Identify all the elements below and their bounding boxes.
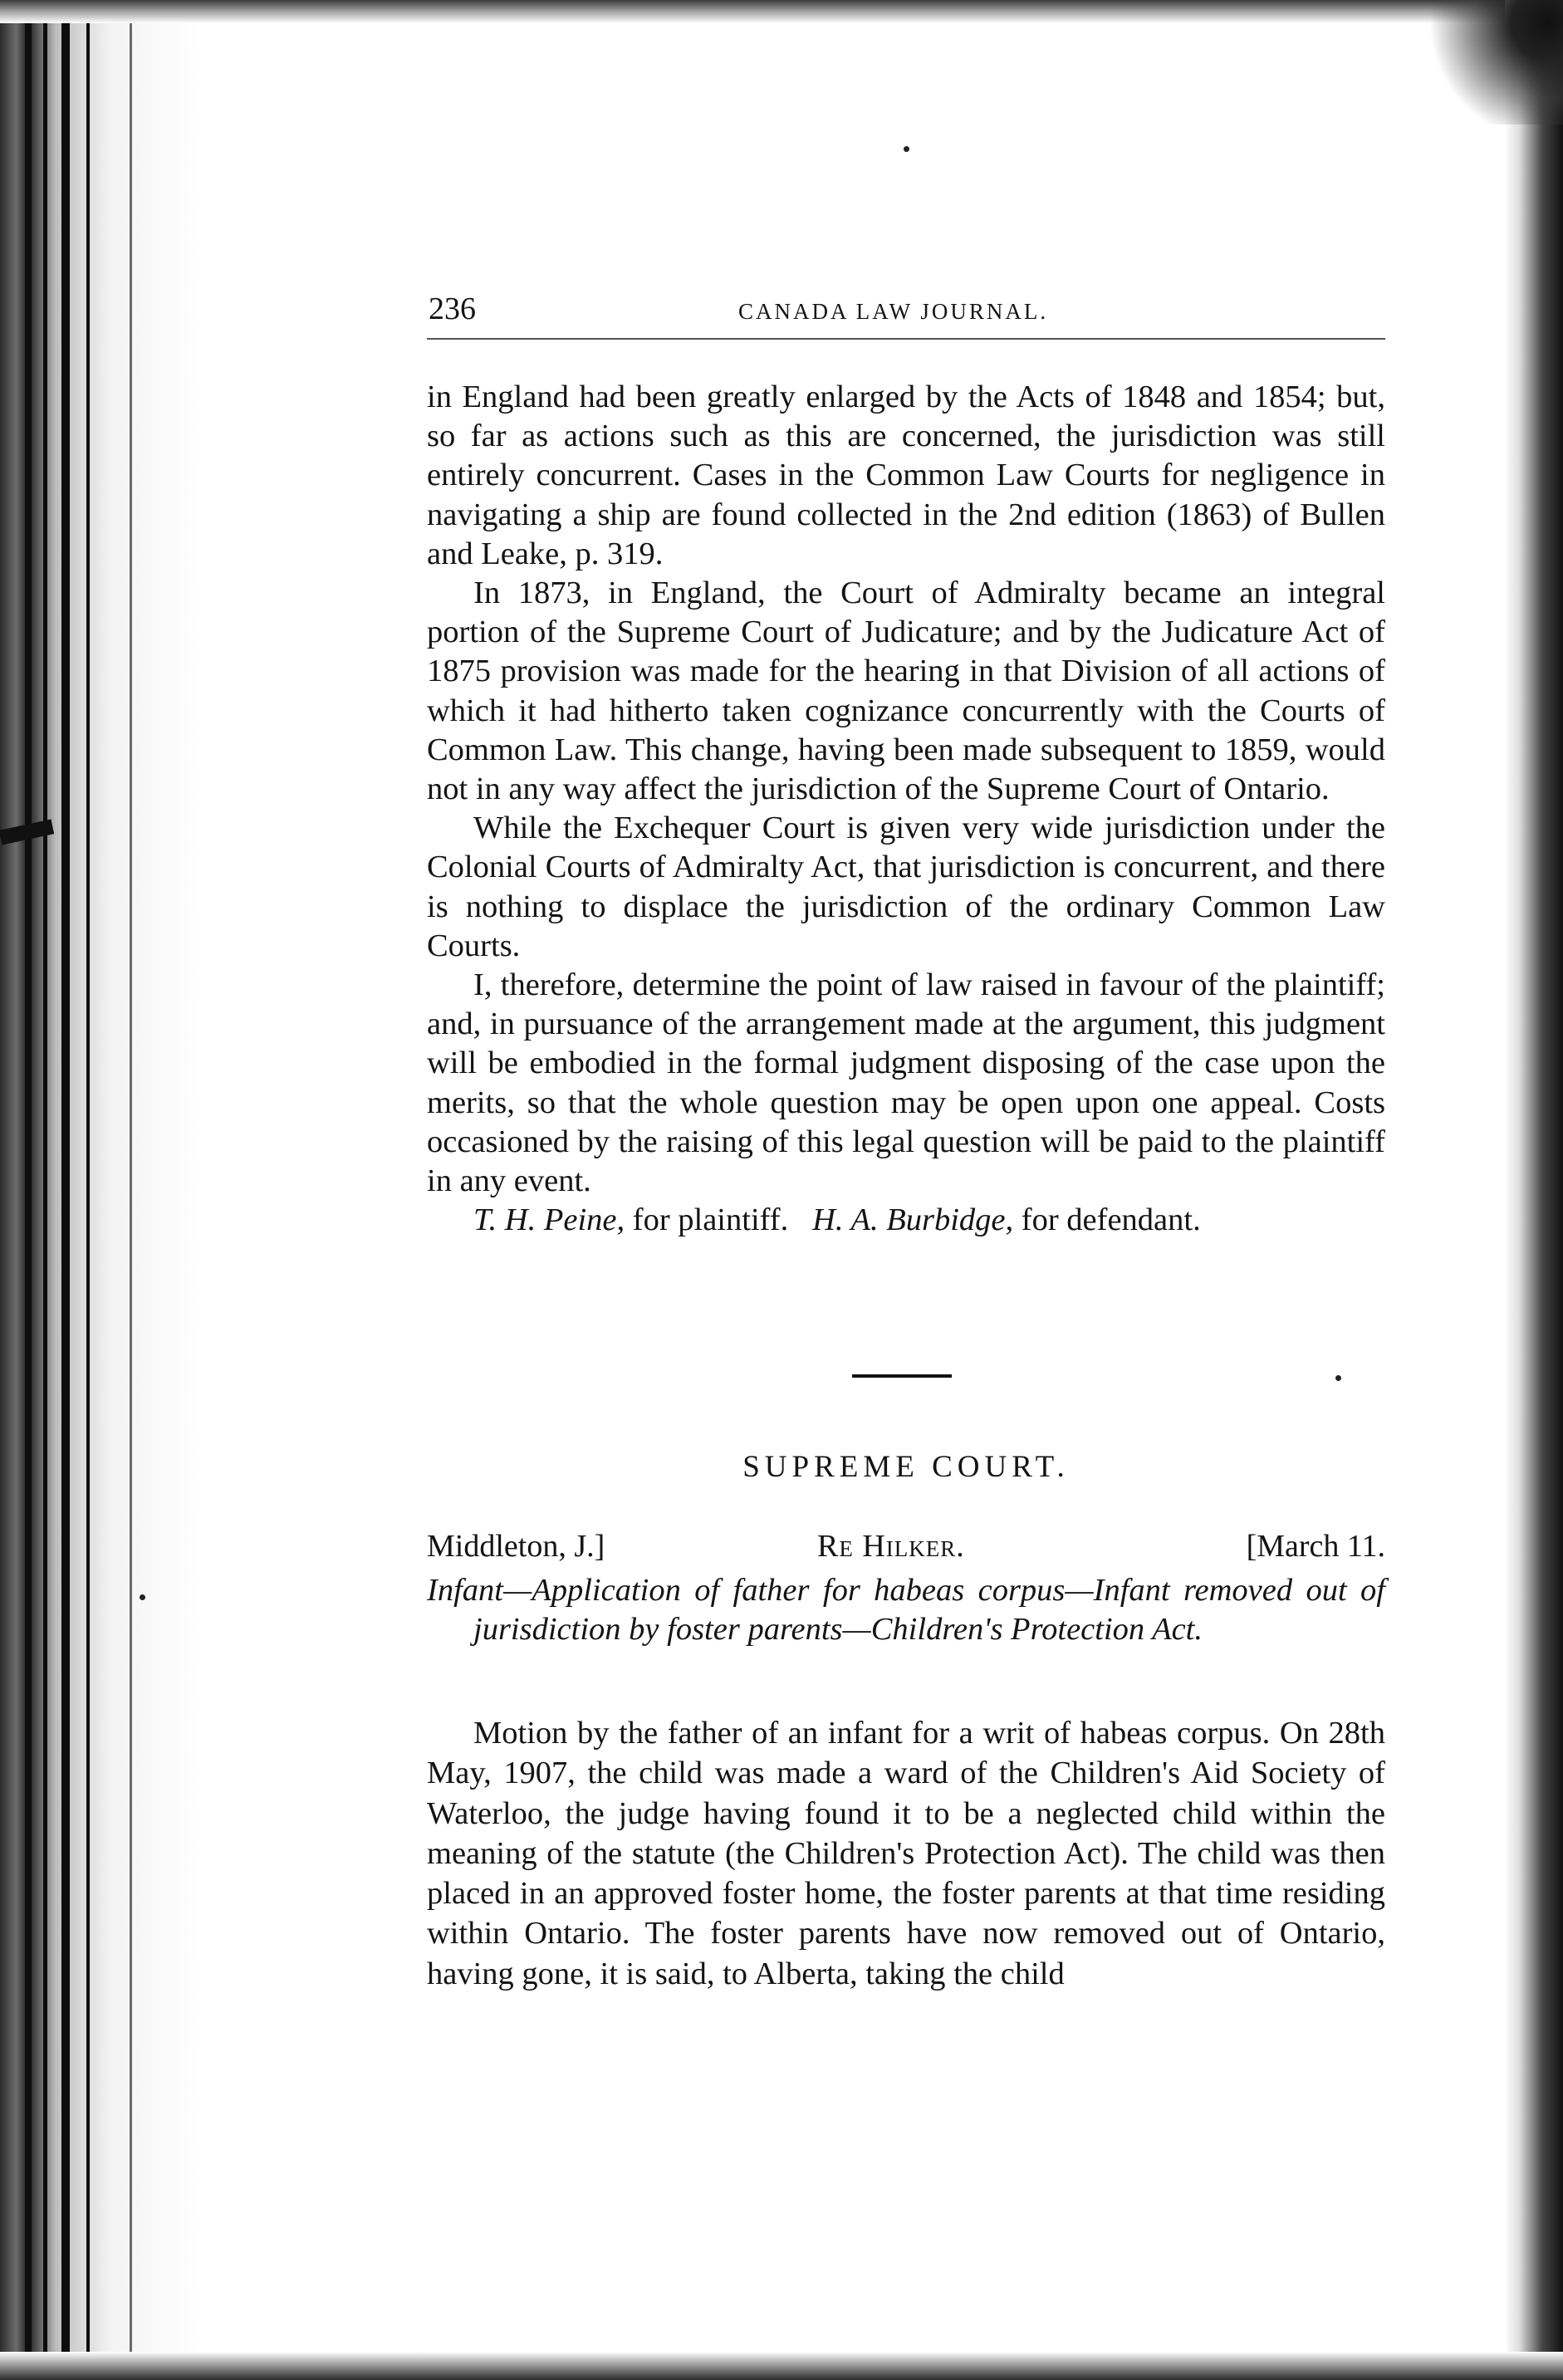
speck xyxy=(140,1594,145,1600)
running-head xyxy=(427,291,1385,331)
defendant-counsel: H. A. Burbidge, xyxy=(812,1202,1014,1238)
header-rule xyxy=(427,338,1385,340)
scan-streak xyxy=(130,0,132,2380)
judge-name: Middleton, J.] xyxy=(427,1529,605,1564)
plaintiff-role: for plaintiff. xyxy=(632,1202,789,1238)
case-caption xyxy=(427,1528,1385,1568)
scan-border-left xyxy=(0,0,199,2380)
scan-border-bottom xyxy=(0,2352,1563,2380)
defendant-role: for defendant. xyxy=(1021,1202,1201,1238)
case-name: Re Hilker. xyxy=(817,1529,965,1564)
scan-border-top xyxy=(0,0,1563,23)
scan-corner-smudge xyxy=(1414,0,1563,125)
section-separator xyxy=(852,1374,952,1378)
scan-streak xyxy=(86,0,90,2380)
speck xyxy=(904,146,909,152)
judgment-body xyxy=(427,378,1385,1240)
scan-streak xyxy=(25,0,32,2380)
paragraph: While the Exchequer Court is given very wide jurisdiction under the Colonial Courts of Admiralty Act, that jurisdiction is concurrent, and there is nothing to displace the jurisdiction of the ordinary Common Law Courts. xyxy=(427,810,1385,963)
scan-streak xyxy=(61,0,70,2380)
paragraph: Motion by the father of an infant for a writ of habeas corpus. On 28th May, 1907, the child was made a ward of the Children's Aid Society of Waterloo, the judge having found it to be a neglected child within the meaning of the statute (the Children's Protection Act). The child was then placed in an approved foster home, the foster parents at that time residing within Ontario. The foster parents have now removed out of Ontario, having gone, it is said, to Alberta, taking the child xyxy=(427,1716,1385,1991)
plaintiff-counsel: T. H. Peine, xyxy=(473,1202,625,1238)
scan-border-right xyxy=(1505,0,1563,2380)
case-date: [March 11. xyxy=(1246,1529,1385,1564)
paragraph: I, therefore, determine the point of law raised in favour of the plaintiff; and, in pursuance of the arrangement made at the argument, this judgment will be embodied in the formal judgment disposing of the case upon the merits, so that the whole question may be open upon one appeal. Costs occasioned by the raising of this legal question will be paid to the plaintiff in any event. xyxy=(427,967,1385,1199)
paragraph: In 1873, in England, the Court of Admiralty became an integral portion of the Supreme Court of Judicature; and by the Judicature Act of 1875 provision was made for the hearing in that Division of all actions of which it had hitherto taken cognizance concurrently with the Courts of Common Law. This change, having been made subsequent to 1859, would not in any way affect the jurisdiction of the Supreme Court of Ontario. xyxy=(427,575,1385,807)
scan-streak xyxy=(43,0,47,2380)
paragraph: in England had been greatly enlarged by the Acts of 1848 and 1854; but, so far as actions such as this are concerned, the jurisdiction was still entirely concurrent. Cases in the Common Law Courts for negligence in navigating a ship are found collected in the 2nd edition (1863) of Bullen and Leake, p. 319. xyxy=(427,380,1385,571)
journal-title: CANADA LAW JOURNAL. xyxy=(738,299,1049,324)
page-number: 236 xyxy=(429,291,476,326)
speck xyxy=(1335,1375,1341,1381)
court-heading: SUPREME COURT. xyxy=(742,1450,1070,1484)
motion-body xyxy=(427,1713,1385,1994)
headnote xyxy=(427,1571,1385,1649)
headnote-text: Infant—Application of father for habeas corpus—Infant removed out of jurisdiction by foster parents—Children's Protection Act. xyxy=(427,1573,1385,1647)
counsel-line xyxy=(427,1201,1385,1240)
